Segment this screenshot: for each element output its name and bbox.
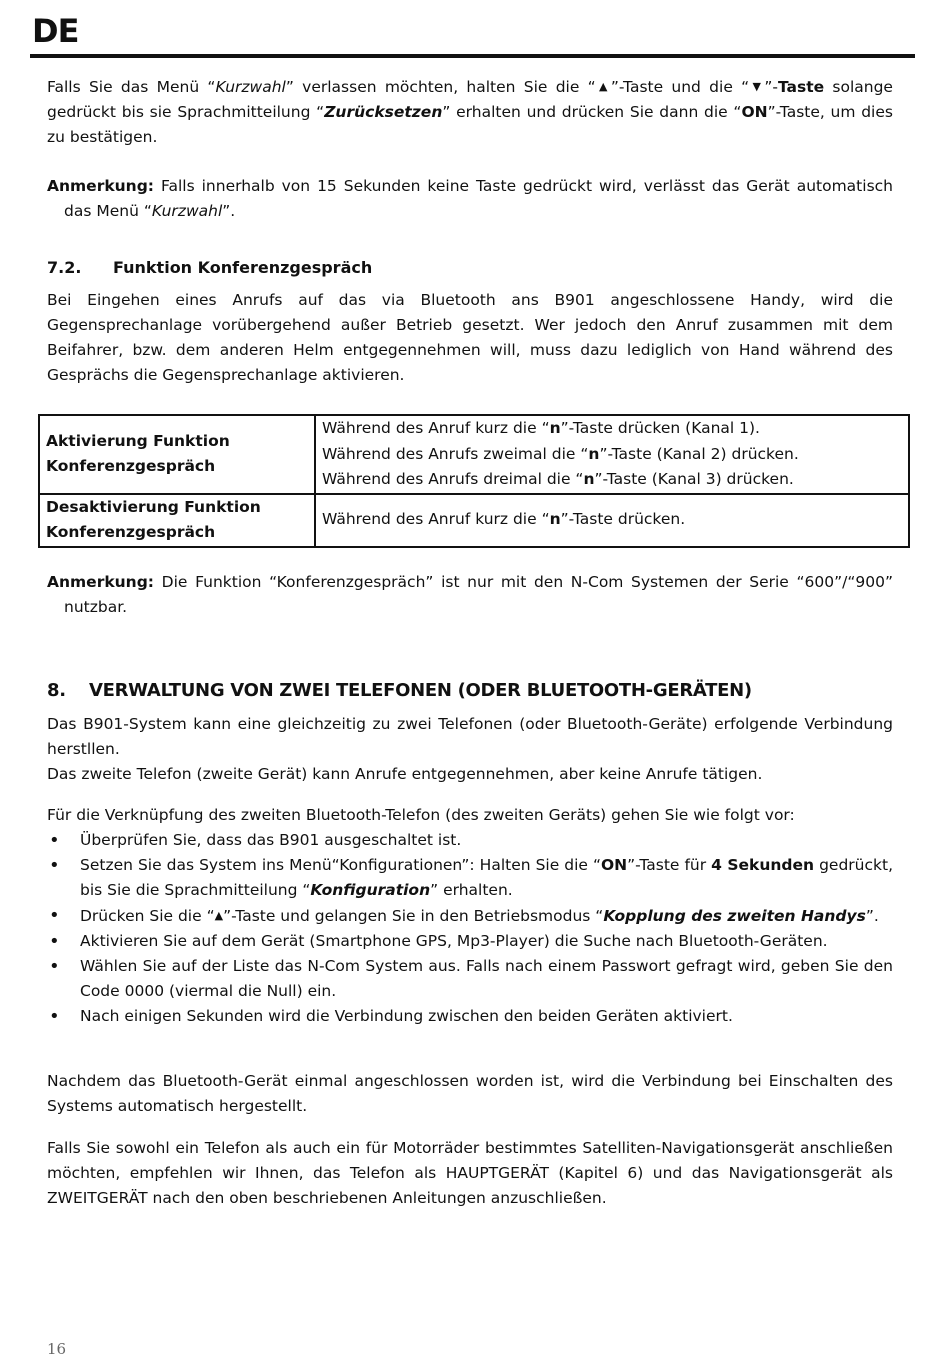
- note-series: Anmerkung: Die Funktion “Konferenzgespräch” ist nur mit den N-Com Systemen der Serie “600”/“900” nutzbar.: [47, 573, 893, 616]
- table-row: [39, 494, 909, 547]
- section-7-2-body: Bei Eingehen eines Anrufs auf das via Bluetooth ans B901 angeschlossene Handy, wird die Gegensprechanlage vorübergehend außer Betrieb gesetzt. Wer jedoch den Anruf zusammen mit dem Beifahrer, bzw. dem anderen Helm entgegennehmen will, muss dazu lediglich von Hand während des Gesprächs die Gegensprechanlage aktivieren.: [47, 291, 893, 384]
- header-rule: [30, 54, 915, 58]
- section-8-reconnect: Nachdem das Bluetooth-Gerät einmal angeschlossen worden ist, wird die Verbindung bei Einschalten des Systems automatisch hergestellt.: [47, 1072, 893, 1115]
- list-item: • Aktivieren Sie auf dem Gerät (Smartphone GPS, Mp3-Player) die Suche nach Bluetooth-Geräten.: [47, 929, 893, 954]
- conference-table: [38, 414, 910, 548]
- deactivation-instructions: Während des Anruf kurz die “n”-Taste drücken.: [315, 494, 909, 547]
- list-item: • Drücken Sie die “▲”-Taste und gelangen Sie in den Betriebsmodus “Kopplung des zweiten Handys”.: [47, 903, 893, 929]
- section-8-intro: Das B901-System kann eine gleichzeitig zu zwei Telefonen (oder Bluetooth-Geräte) erfolgende Verbindung herstllen. Das zweite Telefon (zweite Gerät) kann Anrufe entgegennehmen, aber keine Anrufe tätigen.: [47, 715, 893, 783]
- section-title: VERWALTUNG VON ZWEI TELEFONEN (ODER BLUETOOTH-GERÄTEN): [89, 680, 752, 701]
- section-title: Funktion Konferenzgespräch: [113, 258, 373, 277]
- list-item: • Nach einigen Sekunden wird die Verbindung zwischen den beiden Geräten aktiviert.: [47, 1004, 893, 1029]
- note-kurzwahl: Anmerkung: Falls innerhalb von 15 Sekunden keine Taste gedrückt wird, verlässt das Gerät automatisch das Menü “Kurzwahl”.: [47, 177, 893, 220]
- section-8-advice: Falls Sie sowohl ein Telefon als auch ein für Motorräder bestimmtes Satelliten-Navigationsgerät anschließen möchten, empfehlen wir Ihnen, das Telefon als HAUPTGERÄT (Kapitel 6) und das Navigationsgerät als ZWEITGERÄT nach den oben beschriebenen Anleitungen anzuschließen.: [47, 1139, 893, 1207]
- language-label: DE: [32, 12, 79, 50]
- section-7-2-heading: [47, 258, 893, 277]
- down-triangle-icon: ▼: [749, 80, 765, 93]
- activation-label: Aktivierung Funktion Konferenzgespräch: [39, 415, 315, 494]
- table-row: [39, 415, 909, 494]
- deactivation-label: Desaktivierung Funktion Konferenzgespräch: [39, 494, 315, 547]
- intro-paragraph: Falls Sie das Menü “Kurzwahl” verlassen möchten, halten Sie die “▲”-Taste und die “▼”-Taste solange gedrückt bis sie Sprachmitteilung “Zurücksetzen” erhalten und drücken Sie dann die “ON”-Taste, um dies zu bestätigen.: [47, 78, 893, 146]
- section-8-heading: [47, 680, 893, 701]
- up-triangle-icon: ▲: [214, 909, 224, 922]
- activation-instructions: Während des Anruf kurz die “n”-Taste drücken (Kanal 1). Während des Anrufs zweimal die “n”-Taste (Kanal 2) drücken. Während des Anrufs dreimal die “n”-Taste (Kanal 3) drücken.: [315, 415, 909, 494]
- list-item: • Setzen Sie das System ins Menü“Konfigurationen”: Halten Sie die “ON”-Taste für 4 Sekunden gedrückt, bis Sie die Sprachmitteilung “Konfiguration” erhalten.: [47, 853, 893, 903]
- list-item: • Wählen Sie auf der Liste das N-Com System aus. Falls nach einem Passwort gefragt wird, geben Sie den Code 0000 (viermal die Null) ein.: [47, 954, 893, 1004]
- section-number: 7.2.: [47, 258, 82, 277]
- list-item: • Überprüfen Sie, dass das B901 ausgeschaltet ist.: [47, 828, 893, 853]
- up-triangle-icon: ▲: [595, 80, 611, 93]
- steps-list: [47, 828, 893, 1029]
- section-8-steps: Für die Verknüpfung des zweiten Bluetooth-Telefon (des zweiten Geräts) gehen Sie wie folgt vor: • Überprüfen Sie, dass das B901 ausgeschaltet ist. • Setzen Sie das System ins Menü“Konfigurationen”: Halten Sie die “ON”-Taste für 4 Sekunden gedrückt, bis Sie die Sprachmitteilung “Konfiguration” erhalten. • Drücken Sie die “▲”-Taste und gelangen Sie in den Betriebsmodus “Kopplung des zweiten Handys”. • Aktivieren Sie auf dem Gerät (Smartphone GPS, Mp3-Player) die Suche nach Bluetooth-Geräten. • Wählen Sie auf der Liste das N-Com System aus. Falls nach einem Passwort gefragt wird, geben Sie den Code 0000 (viermal die Null) ein. • Nach einigen Sekunden wird die Verbindung zwischen den beiden Geräten aktiviert.: [47, 803, 893, 1029]
- page-number: 16: [47, 1340, 67, 1358]
- section-number: 8.: [47, 680, 66, 701]
